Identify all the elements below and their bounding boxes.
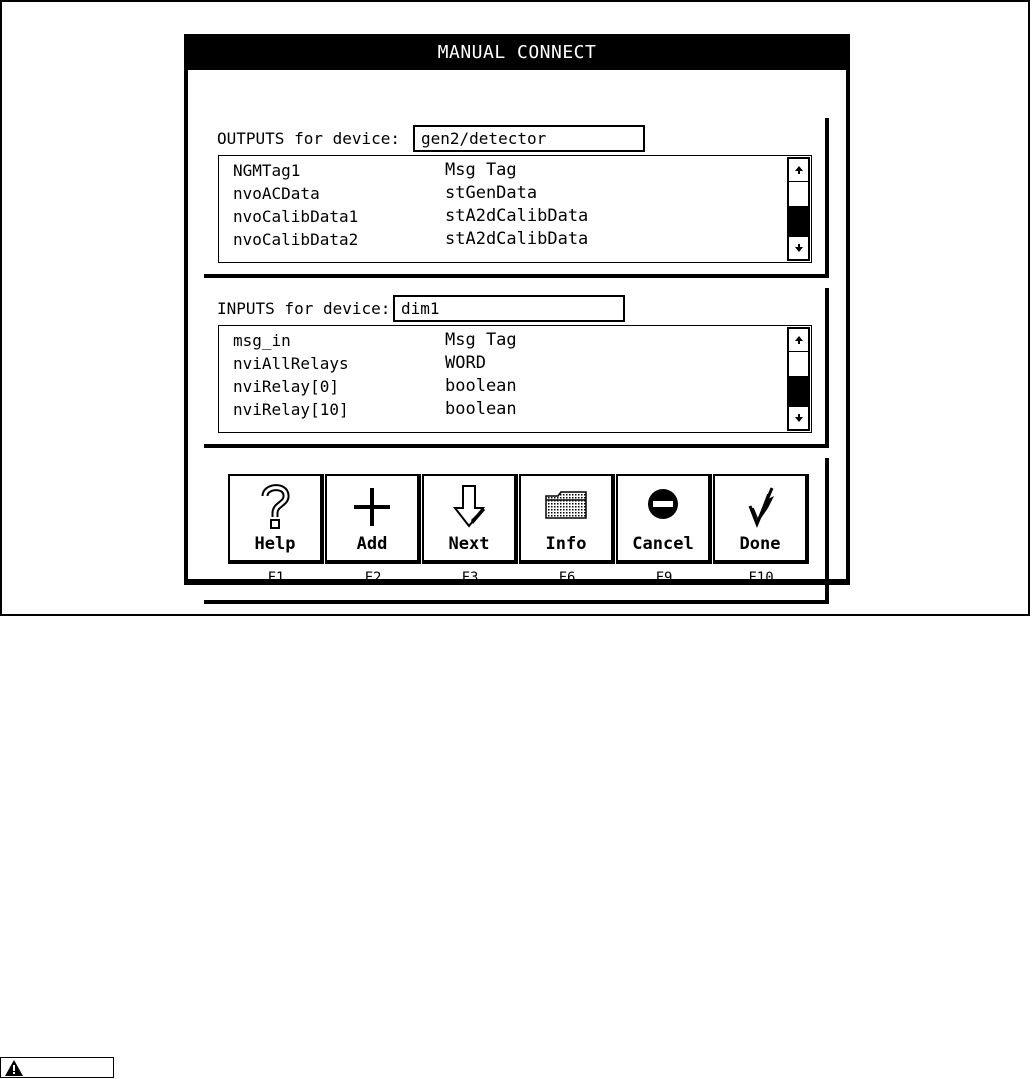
variable-name: nvoCalibData1 [233, 207, 359, 226]
variable-name: nviRelay[0] [233, 377, 339, 396]
scroll-up-button[interactable] [789, 329, 808, 352]
list-item[interactable] [219, 182, 785, 205]
dialog-title: MANUAL CONNECT [437, 42, 597, 63]
done-shortcut-key: F10 [748, 570, 774, 586]
variable-type: stGenData [445, 183, 538, 203]
list-item[interactable] [219, 159, 785, 182]
info-shortcut-key: F6 [558, 570, 576, 586]
inputs-rows [219, 326, 785, 432]
list-item[interactable] [219, 398, 785, 421]
outputs-device-field[interactable]: gen2/detector [413, 125, 645, 152]
scroll-down-button[interactable] [789, 236, 808, 259]
inputs-panel [204, 288, 829, 448]
variable-type: boolean [445, 399, 517, 419]
inputs-scrollbar[interactable] [787, 327, 810, 431]
help-shortcut-key: F1 [267, 570, 285, 586]
inputs-device-field[interactable]: dim1 [393, 295, 625, 322]
variable-name: nvoACData [233, 184, 320, 203]
toolbar [228, 474, 812, 586]
variable-name: NGMTag1 [233, 161, 301, 180]
arrow-down-icon [794, 413, 804, 423]
arrow-up-icon [794, 165, 804, 175]
done-button-label: Done [739, 534, 781, 554]
variable-name: nviAllRelays [233, 354, 349, 373]
arrow-down-icon [447, 482, 491, 530]
scroll-thumb[interactable] [789, 207, 808, 239]
warning-icon [4, 1059, 24, 1077]
add-button-label: Add [356, 534, 388, 554]
variable-type: Msg Tag [445, 330, 517, 350]
next-button[interactable] [422, 474, 518, 564]
cancel-button[interactable] [616, 474, 712, 564]
list-item[interactable] [219, 329, 785, 352]
scroll-track[interactable] [789, 351, 808, 377]
scroll-down-button[interactable] [789, 406, 808, 429]
variable-name: nvoCalibData2 [233, 230, 359, 249]
outputs-panel [204, 118, 829, 278]
outputs-scrollbar[interactable] [787, 157, 810, 261]
variable-type: stA2dCalibData [445, 206, 589, 226]
manual-connect-dialog [184, 34, 850, 585]
variable-type: boolean [445, 376, 517, 396]
info-button-label: Info [545, 534, 587, 554]
list-item[interactable] [219, 205, 785, 228]
plus-icon [350, 482, 394, 530]
arrow-up-icon [794, 335, 804, 345]
variable-type: Msg Tag [445, 160, 517, 180]
add-button[interactable] [325, 474, 421, 564]
cancel-button-label: Cancel [632, 534, 694, 554]
cancel-icon [641, 482, 685, 530]
outputs-device-label: OUTPUTS for device: [217, 129, 401, 148]
outputs-list[interactable] [218, 155, 812, 263]
toolbar-panel [204, 458, 829, 604]
next-shortcut-key: F3 [461, 570, 479, 586]
dialog-client-area [188, 70, 846, 586]
add-shortcut-key: F2 [364, 570, 382, 586]
help-button[interactable] [228, 474, 324, 564]
info-button[interactable] [519, 474, 615, 564]
help-button-label: Help [254, 534, 296, 554]
warning-label [0, 1057, 114, 1078]
list-item[interactable] [219, 352, 785, 375]
arrow-down-icon [794, 243, 804, 253]
scroll-up-button[interactable] [789, 159, 808, 182]
next-button-label: Next [448, 534, 490, 554]
variable-type: stA2dCalibData [445, 229, 589, 249]
variable-name: msg_in [233, 331, 291, 350]
scroll-track[interactable] [789, 181, 808, 207]
list-item[interactable] [219, 228, 785, 251]
inputs-device-label: INPUTS for device: [217, 299, 391, 318]
inputs-list[interactable] [218, 325, 812, 433]
outputs-rows [219, 156, 785, 262]
list-item[interactable] [219, 375, 785, 398]
folder-icon [542, 482, 590, 530]
help-icon [253, 482, 297, 530]
variable-type: WORD [445, 353, 486, 373]
variable-name: nviRelay[10] [233, 400, 349, 419]
scroll-thumb[interactable] [789, 377, 808, 409]
checkmark-icon [738, 482, 782, 530]
done-button[interactable] [713, 474, 809, 564]
cancel-shortcut-key: F9 [655, 570, 673, 586]
